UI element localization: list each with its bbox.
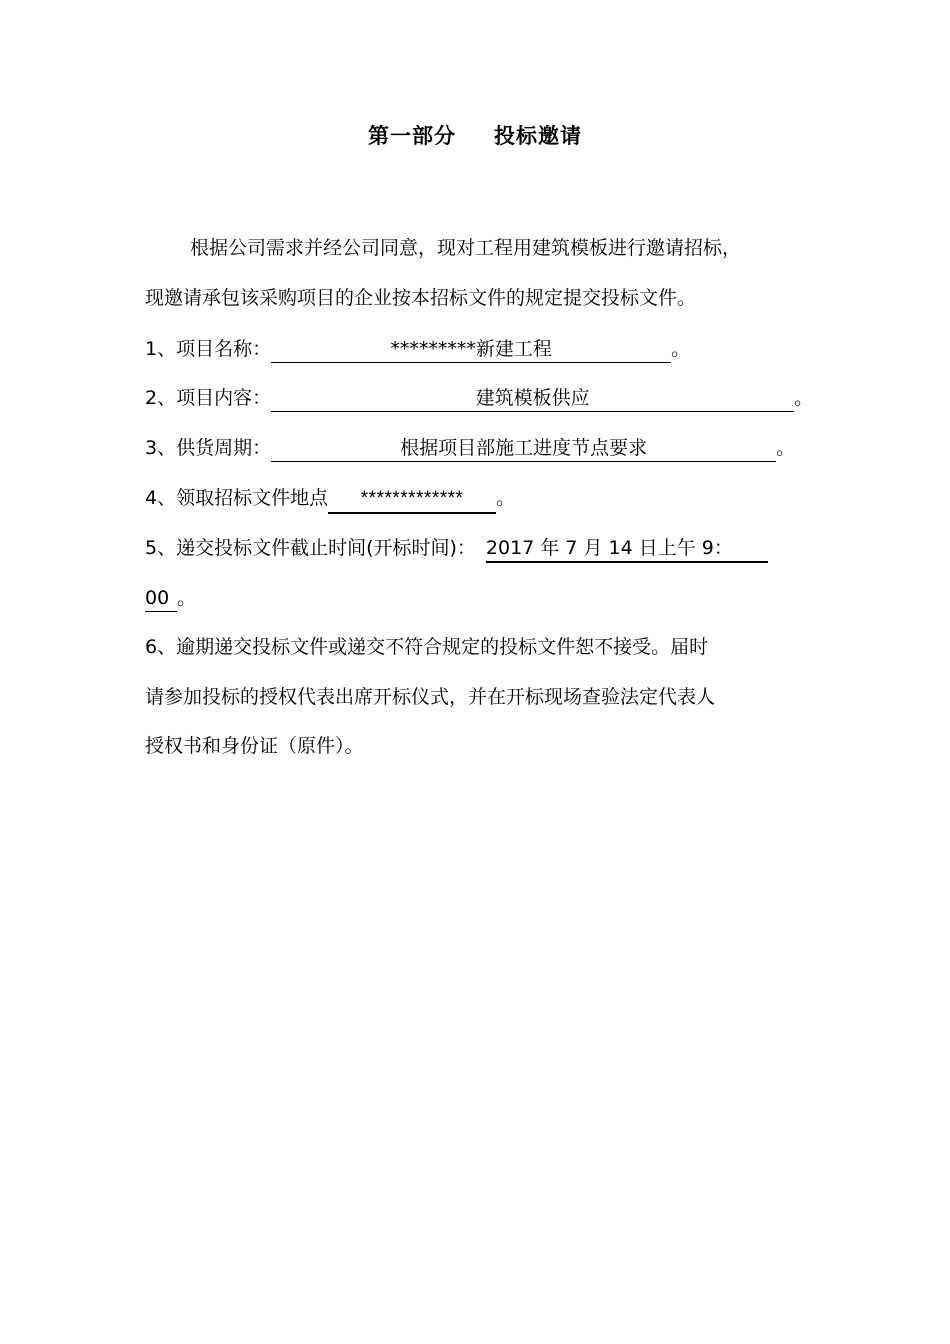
item-deadline-cont	[145, 583, 196, 613]
item-project-content	[145, 383, 813, 413]
item-pickup-location-label: 4、领取招标文件地点	[145, 487, 329, 509]
title-part: 第一部分	[368, 124, 456, 148]
item-supply-period-label: 3、供货周期：	[145, 437, 272, 459]
item-project-content-value: 建筑模板供应	[271, 385, 794, 412]
item-project-name	[145, 334, 690, 364]
item-deadline-value-part2: 00	[145, 585, 177, 612]
title-name: 投标邀请	[494, 124, 582, 148]
page-title	[0, 120, 950, 150]
item-late-line-1: 6、逾期递交投标文件或递交不符合规定的投标文件恕不接受。届时	[145, 636, 709, 658]
item-deadline-value-part1: 2017 年 7 月 14 日上午 9：	[486, 535, 768, 563]
item-project-name-end: 。	[671, 338, 691, 360]
item-supply-period-value: 根据项目部施工进度节点要求	[271, 435, 776, 462]
intro-line-1: 根据公司需求并经公司同意，现对工程用建筑模板进行邀请招标，	[190, 237, 742, 259]
item-deadline	[145, 533, 768, 563]
item-supply-period	[145, 433, 795, 463]
item-project-content-label: 2、项目内容：	[145, 387, 272, 409]
item-project-content-end: 。	[794, 387, 814, 409]
item-late-line-2: 请参加投标的授权代表出席开标仪式，并在开标现场查验法定代表人	[145, 686, 716, 708]
item-late-line-3: 授权书和身份证（原件）。	[145, 735, 364, 757]
item-deadline-label: 5、递交投标文件截止时间(开标时间)：	[145, 537, 476, 559]
item-deadline-end: 。	[177, 587, 197, 609]
item-pickup-location	[145, 483, 515, 514]
item-project-name-label: 1、项目名称：	[145, 338, 272, 360]
item-supply-period-end: 。	[776, 437, 796, 459]
intro-line-2: 现邀请承包该采购项目的企业按本招标文件的规定提交投标文件。	[145, 287, 697, 309]
item-pickup-location-value: *************	[328, 486, 496, 514]
item-pickup-location-end: 。	[496, 487, 516, 509]
item-project-name-value: *********新建工程	[271, 336, 671, 363]
